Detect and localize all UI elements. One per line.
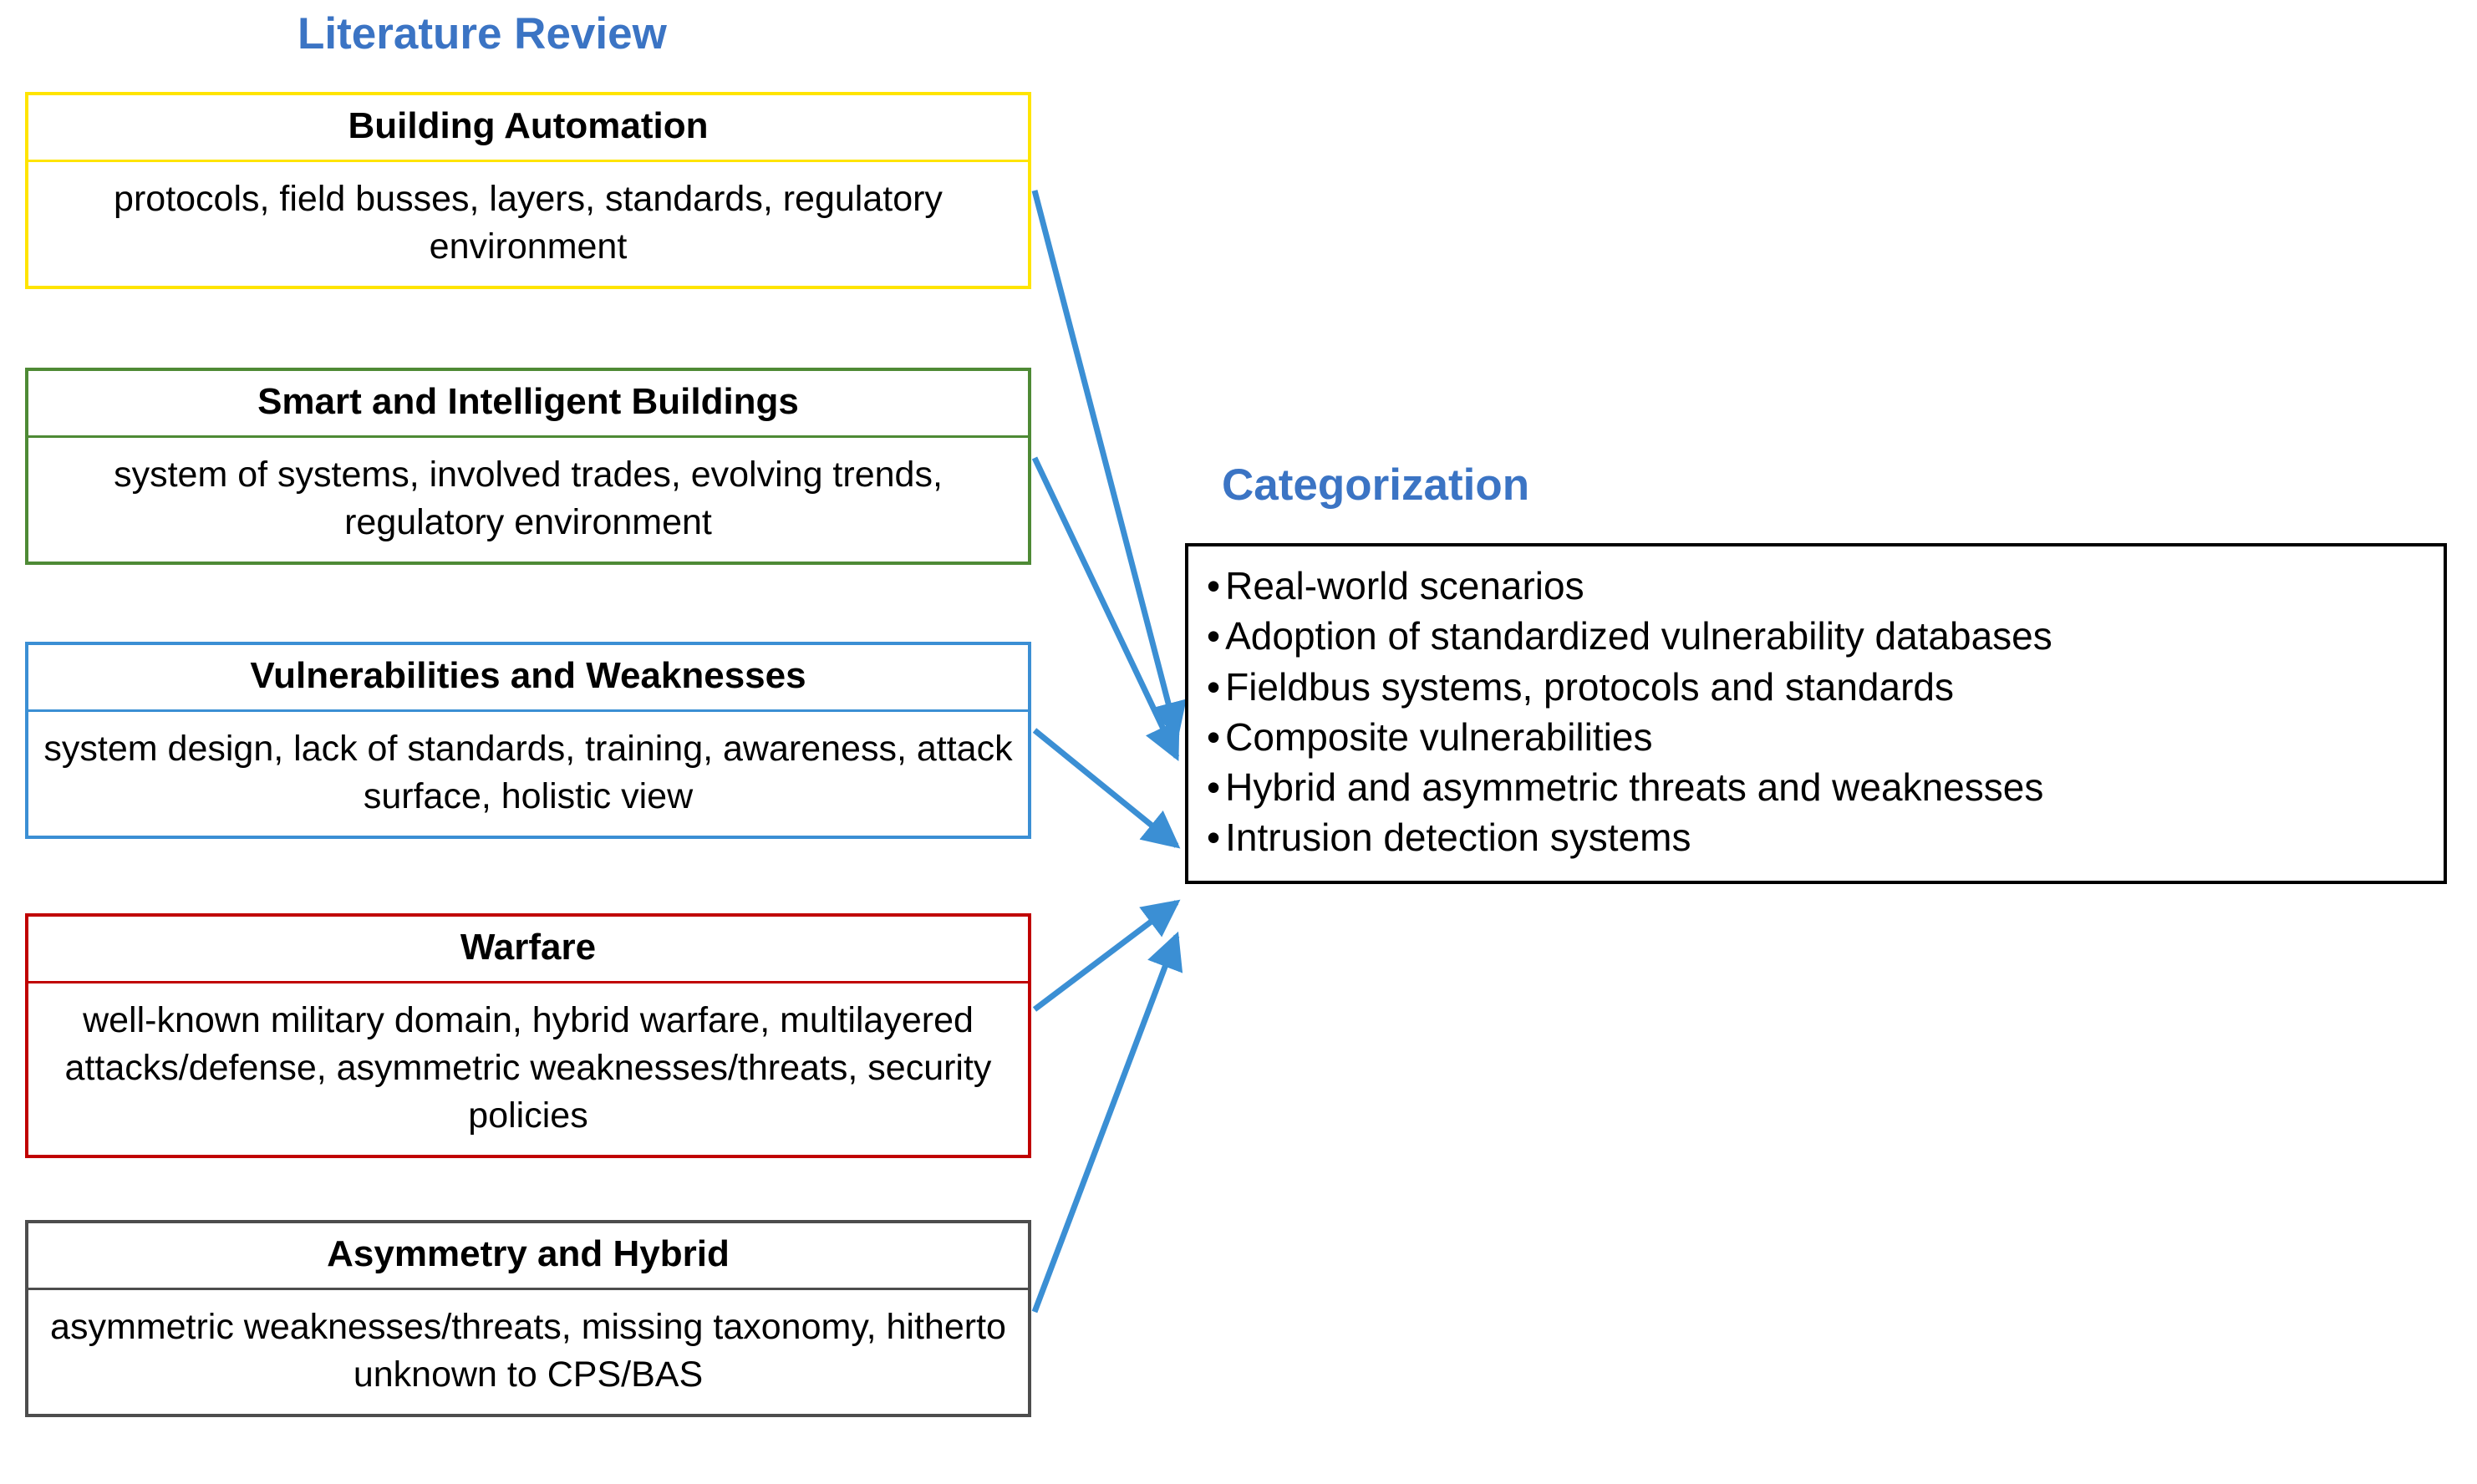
- categorization-item-label: Fieldbus systems, protocols and standards: [1225, 664, 1954, 709]
- lit-box-title: Vulnerabilities and Weaknesses: [28, 645, 1028, 712]
- categorization-item-label: Adoption of standardized vulnerability databases: [1225, 614, 2052, 658]
- bullet-icon: •: [1207, 765, 1221, 810]
- categorization-item-label: Composite vulnerabilities: [1225, 714, 1653, 759]
- categorization-item: [1207, 763, 2435, 813]
- bullet-icon: •: [1207, 714, 1221, 759]
- lit-box-warfare: [25, 913, 1031, 1158]
- lit-box-body: system design, lack of standards, training, awareness, attack surface, holistic view: [43, 728, 1013, 816]
- lit-box-title: Building Automation: [28, 95, 1028, 162]
- lit-box-smart-and-intelligent-buildings: [25, 368, 1031, 565]
- bullet-icon: •: [1207, 564, 1221, 607]
- categorization-item-label: Real-world scenarios: [1225, 564, 1584, 607]
- lit-box-body: asymmetric weaknesses/threats, missing taxonomy, hitherto unknown to CPS/BAS: [50, 1306, 1006, 1395]
- categorization-item: [1207, 612, 2435, 662]
- lit-box-title: Asymmetry and Hybrid: [28, 1223, 1028, 1290]
- categorization-heading: Categorization: [1222, 460, 1530, 510]
- bullet-icon: •: [1207, 816, 1221, 860]
- categorization-item: [1207, 813, 2435, 863]
- bullet-icon: •: [1207, 664, 1221, 709]
- literature-review-heading: Literature Review: [298, 9, 667, 58]
- lit-box-body: well-known military domain, hybrid warfare, multilayered attacks/defense, asymmetric weaknesses/threats, security policies: [64, 999, 992, 1136]
- categorization-box: [1185, 543, 2447, 884]
- categorization-item-label: Hybrid and asymmetric threats and weaknesses: [1225, 765, 2044, 810]
- lit-box-body: system of systems, involved trades, evolving trends, regulatory environment: [114, 454, 943, 542]
- arrow-building-automation: [1035, 191, 1177, 735]
- lit-box-vulnerabilities-and-weaknesses: [25, 642, 1031, 839]
- arrow-smart-buildings: [1035, 458, 1177, 757]
- categorization-item: [1207, 562, 2435, 612]
- categorization-item: [1207, 713, 2435, 763]
- lit-box-asymmetry-and-hybrid: [25, 1220, 1031, 1417]
- arrow-warfare: [1035, 902, 1177, 1009]
- lit-box-title: Smart and Intelligent Buildings: [28, 371, 1028, 438]
- categorization-item: [1207, 663, 2435, 713]
- lit-box-title: Warfare: [28, 917, 1028, 983]
- lit-box-building-automation: [25, 92, 1031, 289]
- arrow-asymmetry: [1035, 936, 1177, 1312]
- bullet-icon: •: [1207, 614, 1221, 658]
- categorization-item-label: Intrusion detection systems: [1225, 816, 1691, 860]
- arrow-vulnerabilities: [1035, 730, 1177, 846]
- lit-box-body: protocols, field busses, layers, standards, regulatory environment: [114, 178, 943, 267]
